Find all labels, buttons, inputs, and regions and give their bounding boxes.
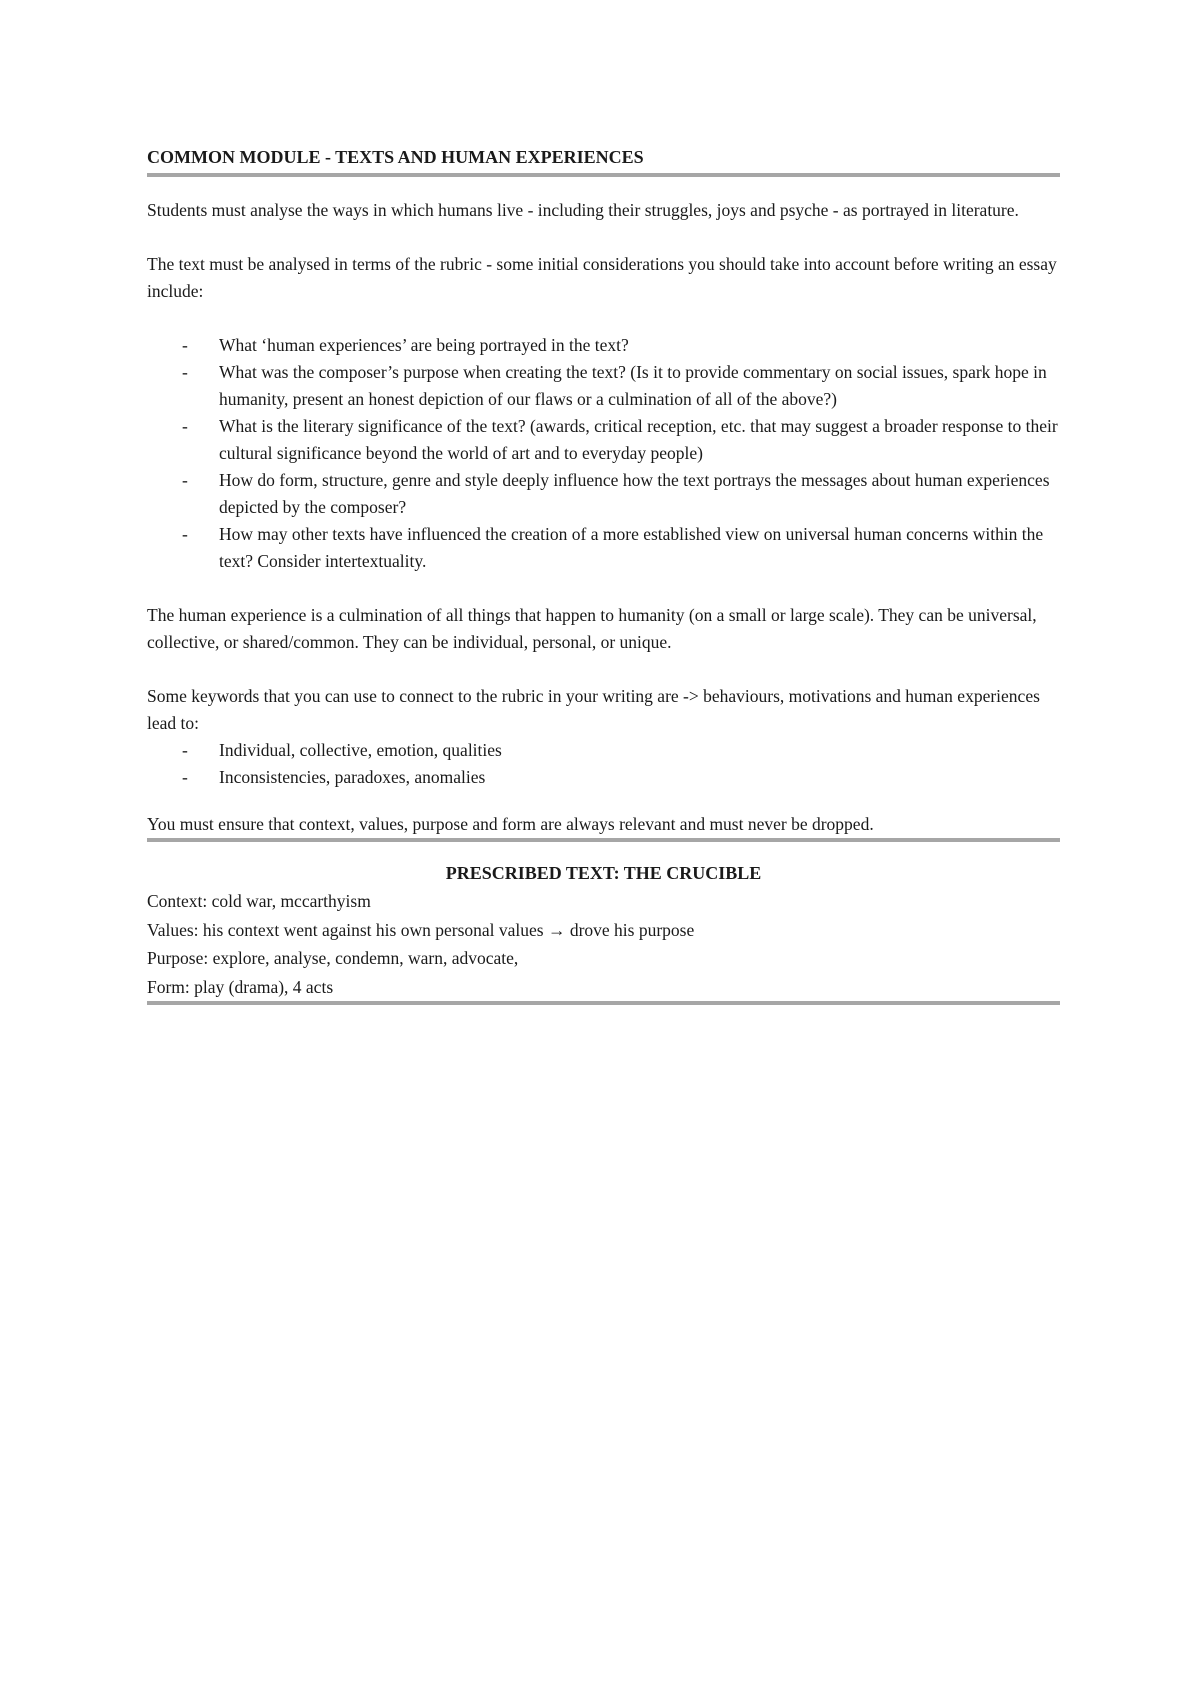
considerations-list [147,332,1060,575]
ensure-paragraph: You must ensure that context, values, purpose and form are always relevant and must never be dropped. [147,811,1060,842]
list-item-text: What is the literary significance of the text? (awards, critical reception, etc. that may suggest a broader response to their cultural significance beyond the world of art and to everyday people) [219,416,1058,463]
list-item-text: How do form, structure, genre and style deeply influence how the text portrays the messages about human experiences depicted by the composer? [219,470,1050,517]
list-item-text: How may other texts have influenced the creation of a more established view on universal human concerns within the text? Consider intertextuality. [219,524,1044,571]
dash-bullet: - [182,524,188,544]
list-item [147,737,1060,764]
intro-paragraph: Students must analyse the ways in which humans live - including their struggles, joys and psyche - as portrayed in literature. [147,200,1019,220]
list-item-text: What ‘human experiences’ are being portrayed in the text? [219,335,629,355]
list-item [147,521,1060,575]
crucible-form: Form: play (drama), 4 acts [147,973,1060,1006]
dash-bullet: - [182,767,188,787]
list-item [147,359,1060,413]
rubric-intro-paragraph: The text must be analysed in terms of the rubric - some initial considerations you should take into account before writing an essay include: [147,254,1057,301]
list-item [147,332,1060,359]
dash-bullet: - [182,416,188,436]
dash-bullet: - [182,362,188,382]
list-item-text: What was the composer’s purpose when creating the text? (Is it to provide commentary on social issues, spark hope in humanity, present an honest depiction of our flaws or a culmination of all of the above?) [219,362,1047,409]
crucible-purpose: Purpose: explore, analyse, condemn, warn, advocate, [147,948,519,968]
list-item-text: Individual, collective, emotion, qualities [219,740,502,760]
keywords-list [147,737,1060,791]
dash-bullet: - [182,335,188,355]
crucible-context: Context: cold war, mccarthyism [147,891,371,911]
human-experience-paragraph: The human experience is a culmination of all things that happen to humanity (on a small or large scale). They can be universal, collective, or shared/common. They can be individual, personal, or unique. [147,605,1037,652]
keywords-intro-paragraph: Some keywords that you can use to connect to the rubric in your writing are -> behaviours, motivations and human experiences lead to: [147,686,1040,733]
list-item [147,764,1060,791]
dash-bullet: - [182,470,188,490]
list-item [147,413,1060,467]
list-item [147,467,1060,521]
document-page [147,144,1060,1005]
prescribed-text-title: PRESCRIBED TEXT: THE CRUCIBLE [445,863,762,883]
list-item-text: Inconsistencies, paradoxes, anomalies [219,767,486,787]
crucible-values: Values: his context went against his own personal values → drove his purpose [147,919,695,940]
page-title: COMMON MODULE - TEXTS AND HUMAN EXPERIENCES [147,144,1060,177]
dash-bullet: - [182,740,188,760]
